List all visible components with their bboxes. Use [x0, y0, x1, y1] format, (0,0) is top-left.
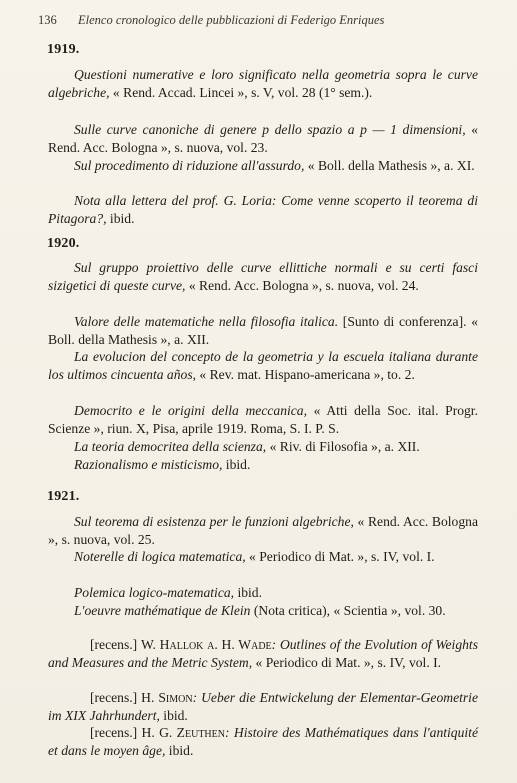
entry-reference: ibid.	[106, 210, 135, 226]
entry-title: Razionalismo e misticismo,	[74, 457, 223, 472]
entry-reference: « Rend. Accad. Lincei », s. V, vol. 28 (1° sem.).	[109, 84, 373, 100]
bibliography-entry	[48, 313, 478, 348]
entry-title: Valore delle matematiche nella filosofia italica.	[74, 314, 339, 329]
bibliography-entry	[48, 259, 478, 294]
bibliography-entry	[48, 121, 478, 156]
entry-title: Sul procedimento di riduzione all'assurdo,	[74, 158, 305, 173]
entry-title: Sul teorema di esistenza per le funzioni algebriche,	[74, 514, 354, 529]
entry-title: L'oeuvre mathématique de Klein	[74, 603, 251, 618]
entry-title: Noterelle di logica matematica,	[74, 549, 246, 564]
bibliography-entry	[48, 157, 478, 175]
entry-reference: « Riv. di Filosofia », a. XII.	[266, 439, 420, 454]
entry-title: Polemica logico-matematica,	[74, 585, 235, 600]
review-prefix: [recens.]	[90, 690, 142, 705]
entry-reference: « Rend. Acc. Bologna », s. nuova, vol. 24.	[185, 277, 419, 293]
entry-reference: « Atti della Soc. ital. Progr. Scienze », riun. X, Pisa, aprile 1919. Roma, S. I. P. S.	[48, 403, 478, 436]
entry-title: La teoria democritea della scienza,	[74, 439, 267, 454]
entry-title: Questioni numerative e loro significato nella geometria sopra le curve algebriche,	[48, 67, 478, 100]
entry-title: : Outlines of the Evolution of Weights and Measures and the Metric System,	[48, 637, 478, 670]
entry-reference: « Periodico di Mat. », s. IV, vol. I.	[245, 549, 435, 564]
entry-title: : Histoire des Mathématiques dans l'antiquité et dans le moyen âge,	[48, 725, 478, 758]
entry-reference: « Rend. Acc. Bologna », s. nuova, vol. 23.	[48, 122, 478, 155]
bibliography-entry	[48, 548, 478, 566]
entry-reference: ibid.	[234, 585, 263, 600]
entry-title: : Ueber die Entwickelung der Elementar-Geometrie im XIX Jahrhundert,	[48, 690, 478, 723]
bibliography-entry	[48, 584, 478, 602]
entry-reference: (Nota critica), « Scientia », vol. 30.	[250, 603, 446, 618]
entry-title: Nota alla lettera del prof. G. Loria: Come venne scoperto il teorema di Pitagora?,	[48, 193, 478, 226]
bibliography-entry	[48, 513, 478, 548]
review-author: H. Simon	[141, 690, 193, 705]
entry-title: Democrito e le origini della meccanica,	[74, 403, 307, 418]
entry-title: Sulle curve canoniche di genere p dello spazio a p — 1 dimensioni,	[74, 122, 466, 137]
review-author: W. Hallok a. H. Wade	[140, 637, 272, 652]
year-heading-1919: 1919.	[47, 42, 80, 57]
review-entry	[48, 636, 478, 671]
entry-reference: [Sunto di conferenza]. « Boll. della Mathesis », a. XII.	[48, 314, 478, 347]
review-entry	[48, 724, 478, 759]
year-heading-1921: 1921.	[47, 489, 80, 504]
review-author: H. G. Zeuthen	[141, 725, 225, 740]
bibliography-entry	[48, 438, 478, 456]
entry-reference: « Boll. della Mathesis », a. XI.	[304, 158, 475, 173]
bibliography-entry	[48, 402, 478, 437]
page-number: 136	[38, 13, 57, 27]
bibliography-entry	[48, 348, 478, 383]
bibliography-entry	[48, 192, 478, 227]
entry-title: La evolucion del concepto de la geometria y la escuela italiana durante los ultimos cincuenta años,	[48, 349, 478, 382]
entry-reference: ibid.	[159, 707, 188, 723]
review-prefix: [recens.]	[90, 637, 141, 652]
bibliography-entry	[48, 602, 478, 620]
review-prefix: [recens.]	[90, 725, 142, 740]
bibliography-entry	[48, 456, 478, 474]
year-heading-1920: 1920.	[47, 236, 80, 251]
running-header	[38, 13, 488, 28]
entry-reference: « Rend. Acc. Bologna », s. nuova, vol. 25.	[48, 514, 478, 547]
entry-reference: « Rev. mat. Hispano-americana », to. 2.	[196, 366, 415, 382]
bibliography-entry	[48, 66, 478, 101]
entry-title: Sul gruppo proiettivo delle curve ellittiche normali e su certi fasci sizigetici di queste curve,	[48, 260, 478, 293]
running-title: Elenco cronologico delle pubblicazioni di Federigo Enriques	[78, 13, 385, 27]
entry-reference: ibid.	[222, 457, 251, 472]
review-entry	[48, 689, 478, 724]
entry-reference: ibid.	[165, 742, 194, 758]
entry-reference: « Periodico di Mat. », s. IV, vol. I.	[252, 654, 442, 670]
